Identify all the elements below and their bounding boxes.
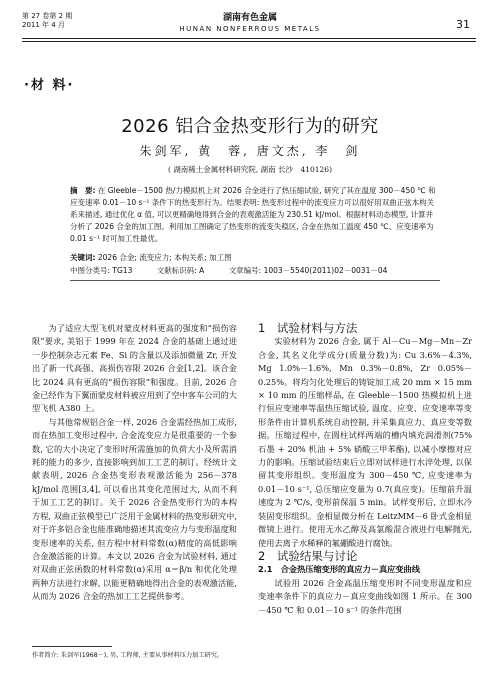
issue-date: 2011 年 4 月 (22, 21, 65, 29)
intro-paragraph-2: 与其他常规铝合金一样, 2026 合金需经热加工成形, 而在热加工变形过程中, 合金流变应力是很重要的一个参数, 它的大小决定了变形时所需施加的负荷大小及所需消耗的能力的多少, 直接影响到加工工艺的制订。经统计文献表明, 2026 合金热变形表观激活能为 256－378 kJ/mol 范围[3,4], 可以看出其变化范围过大, 从而不利于加工工艺的制订。关于 2026 合金热变形行为的本构方程, 双曲正弦模型已广泛用于金属材料的热变形研究中, 对于许多铝合金也能准确地描述其流变应力与变形温度和变形速率的关系, 但方程中材料常数(α)精度的高低影响合金激活能的计算。本文以 2026 合金为试验材料, 通过对双曲正弦函数的材料常数(α)采用 α＝β/n 和优化处理两种方法进行求解, 以能更精确地得出合金的表观激活能, 从而为 2026 合金的热加工工艺提供参考。 (32, 416, 237, 602)
results-paragraph: 试验用 2026 合金高温压缩变形时不同变形温度和应变速率条件下的真应力－真应变曲线如图 1 所示。在 300－450 ℃ 和 0.01－10 s⁻¹ 的条件范围 (258, 577, 472, 615)
journal-issue-info (22, 12, 72, 30)
abstract-label: 摘 要: (70, 186, 96, 195)
left-column (32, 322, 237, 604)
section-heading-1: 1 试验材料与方法 (258, 321, 358, 335)
abstract-text: 在 Gleeble－1500 热/力模拟机上对 2026 合金进行了热压缩试验, 研究了其在温度 300－450 ℃ 和应变速率 0.01－10 s⁻¹ 条件下的热变形行为。结果表明: 热变形过程中的流变应力可以很好用双曲正弦本构关系来描述, 通过优化 α 值, 可以更精确地得到合金的表观激活能为 230.51 kJ/mol。根据材料动态模型, 计算并分析了 2026 合金的加工图。利用加工图确定了热变形的流变失稳区, 合金在热加工温度 450 ℃、应变速率为 0.01 s⁻¹ 时可加工性最优。 (70, 186, 436, 243)
article-title: 2026 铝合金热变形行为的研究 (121, 116, 379, 137)
page-number: 31 (456, 18, 470, 31)
journal-name-en: HUNAN NONFERROUS METALS (179, 25, 321, 33)
article-id: 文章编号: 1003－5540(2011)02－0031－04 (228, 266, 388, 275)
author-footnote: 作者简介: 朱剑军(1968－), 男, 工程师, 主要从事材料压力加工研究。 (32, 652, 224, 659)
abstract (70, 185, 440, 245)
keywords (70, 252, 450, 263)
section-heading-2: 2 试验结果与讨论 (258, 548, 358, 563)
methods-paragraph: 实验材料为 2026 合金, 属于 Al－Cu－Mg－Mn－Zr 合金, 其名义化学成分(质量分数)为: Cu 3.6%－4.3%, Mg 1.0%－1.6%, Mn 0.3%－0.8%, Zr 0.05%－0.25%。将均匀化处理后的铸锭加工成 20 mm × 15 mm × 10 mm 的压缩样品, 在 Gleeble－1500 热模拟机上进行恒应变速率等温热压缩试验, 温度、应变、应变速率等变形条件由计算机系统自动控制, 并采集真应力、真应变等数据。压缩过程中, 在圆柱试样两端的槽内填充润滑剂(75% 石墨 + 20% 机油 + 5% 硝酸三甲苯酯), 以减小摩擦对应力的影响。压缩试验结束后立即对试样进行水淬处理, 以保留其变形组织。变形温度为 300－450 ℃, 应变速率为 0.01－10 s⁻¹, 总压缩应变量为 0.7(真应变)。压缩前升温速度为 2 ℃/s, 变形前保温 5 min。试样变形后, 立即水冷装固变形组织。金相显微分析在 LeitzMM－6 卧式金相显微镜上进行。使用无水乙醇及高氯酸混合液进行电解抛光, 使用去离子水稀释的氟硼酸进行腐蚀。 (258, 336, 472, 548)
keywords-text: 2026 合金; 流变应力; 本构关系; 加工图 (97, 253, 232, 262)
section-tag: ·材 料· (24, 78, 75, 93)
header-rule (22, 38, 476, 39)
subsection-heading-2-1: 2.1 合金热压缩变形的真应力－真应变曲线 (258, 564, 420, 575)
header-rule-thin (22, 41, 476, 42)
clc-number: 中图分类号: TG13 (70, 266, 133, 275)
abstract-separator (70, 280, 440, 281)
affiliation: ( 湖南稀土金属材料研究院, 湖南 长沙 410126) (167, 165, 333, 174)
volume-issue: 第 27 卷第 2 期 (22, 12, 73, 20)
authors: 朱剑军, 黄 蓉, 唐文杰, 李 剑 (139, 144, 361, 158)
journal-name-cn: 湖南有色金属 (222, 13, 277, 23)
document-code: 文献标识码: A (156, 266, 205, 275)
keywords-label: 关键词: (70, 253, 96, 262)
footnote-rule (32, 646, 112, 647)
journal-name (150, 10, 350, 33)
classification-meta (70, 265, 450, 276)
intro-paragraph-1: 为了适应大型飞机对蒙皮材料更高的强度和“损伤容限”要求, 美铝于 1999 年在 2024 合金的基础上通过进一步控制杂志元素 Fe、Si 的含量以及添加微量 Zr, 开发出了新一代高强、高损伤容限 2026 合金[1,2]。该合金比 2024 具有更高的“损伤容限”和强度。目前, 2026 合金已经作为下翼面蒙皮材料被应用到了空中客车公司的大型飞机 A380 上。 (32, 323, 237, 414)
right-column (258, 322, 472, 617)
